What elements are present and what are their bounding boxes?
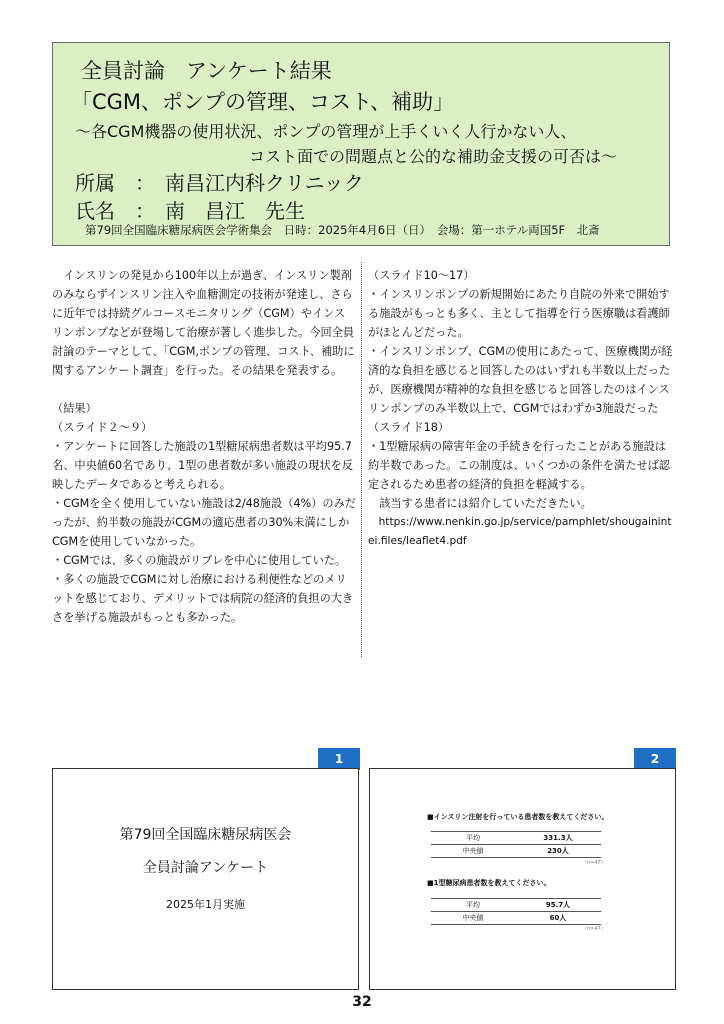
result-item: ・インスリンポンプの新規開始にあたり自院の外来で開始する施設がもっとも多く、主として指導を行う医療職は看護師がほとんどだった。 — [368, 288, 670, 339]
result-item: ・アンケートに回答した施設の1型糖尿病患者数は平均95.7名、中央値60名であり、1型の患者数が多い施設の現状を反映したデータであると考えられる。 — [52, 440, 354, 491]
results-heading: （結果） — [52, 402, 97, 415]
slide-number-badge: 1 — [318, 748, 360, 770]
slide2-note-2: （n=47） — [582, 926, 606, 932]
intro-paragraph: インスリンの発見から100年以上が過ぎ、インスリン製剤のみならずインスリン注入や血糖測定の技術が発達し、さらに近年では持続グルコースモニタリング（CGM）やインスリンポンプなどが登場して治療が著しく進歩した。今回全員討論のテーマとして、「CGM,ポンプの管理、コスト、補助に関するアンケート調査」を行った。その結果を発表する。 — [52, 269, 355, 377]
slide1-date: 2025年1月実施 — [166, 898, 245, 911]
result-item: ・インスリンポンプ、CGMの使用にあたって、医療機関が経済的な負担を感じると回答したのはいずれも半数以上だったが、医療機関が精神的な負担を感じると回答したのはインスリンポンプのみ半数以上で、CGMではわずか3施設だった — [368, 345, 673, 415]
slide-number-badge: 2 — [634, 748, 676, 770]
table-row: 中央値 230人 — [431, 845, 601, 858]
page-number: 32 — [352, 994, 372, 1010]
result-item: ・CGMを全く使用していない施設は2/48施設（4%）のみだったが、約半数の施設がCGMの適応患者の30%未満にしかCGMを使用していなかった。 — [52, 497, 356, 548]
result-item: 該当する患者には紹介していただきたい。 — [368, 497, 592, 510]
column-divider — [361, 262, 362, 657]
result-item: ・1型糖尿病の障害年金の手続きを行ったことがある施設は約半数であった。この制度は、いくつかの条件を満たせば認定されるため患者の経済的負担を軽減する。 — [368, 440, 670, 491]
reference-url[interactable]: https://www.nenkin.go.jp/service/pamphlet/shougainintei.files/leaflet4.pdf — [368, 516, 672, 547]
header-topic: 「CGM、ポンプの管理、コスト、補助」 — [71, 90, 455, 114]
table-row: 中央値 60人 — [431, 912, 601, 925]
right-column — [368, 266, 673, 551]
header-title: 全員討論 アンケート結果 — [81, 59, 332, 83]
slide-thumbnail-2 — [369, 768, 676, 990]
table-row: 平均 331.3人 — [431, 832, 601, 845]
slide2-table-1 — [431, 831, 601, 858]
result-item: ・多くの施設でCGMに対し治療における利便性などのメリットを感じており、デメリットでは病院の経済的負担の大きさを挙げる施設がもっとも多かった。 — [52, 573, 354, 624]
slide-range-heading: （スライド10～17） — [368, 269, 475, 282]
slide2-note-1: （n=47） — [582, 860, 606, 866]
left-column — [52, 266, 356, 627]
header-presenter-name: 氏名 ： 南 昌江 先生 — [75, 199, 305, 223]
table-row: 平均 95.7人 — [431, 899, 601, 912]
slide2-question-1: ■インスリン注射を行っている患者数を教えてください。 — [427, 813, 609, 821]
slide1-title: 第79回全国臨床糖尿病医会 — [119, 827, 292, 843]
slide2-table-2 — [431, 898, 601, 925]
blank-line — [52, 380, 356, 399]
slide2-question-2: ■1型糖尿病患者数を教えてください。 — [427, 879, 551, 887]
slide-thumbnail-1 — [52, 768, 359, 990]
result-item: ・CGMでは、多くの施設がリブレを中心に使用していた。 — [52, 554, 347, 567]
header-conference-info: 第79回全国臨床糖尿病医会学術集会 日時：2025年4月6日（日） 会場：第一ホテル両国5F 北斎 — [85, 223, 600, 237]
slide-range-heading: （スライド18） — [368, 421, 450, 434]
header-subtitle-line1: ～各CGM機器の使用状況、ポンプの管理が上手くいく人行かない人、 — [75, 122, 577, 141]
header-subtitle-line2: コスト面での問題点と公的な補助金支援の可否は～ — [249, 147, 618, 166]
slide-range-heading: （スライド２～９） — [52, 421, 153, 434]
header-affiliation: 所属 ： 南昌江内科クリニック — [75, 171, 364, 195]
article-header — [52, 42, 670, 246]
slide1-subtitle: 全員討論アンケート — [142, 860, 269, 876]
